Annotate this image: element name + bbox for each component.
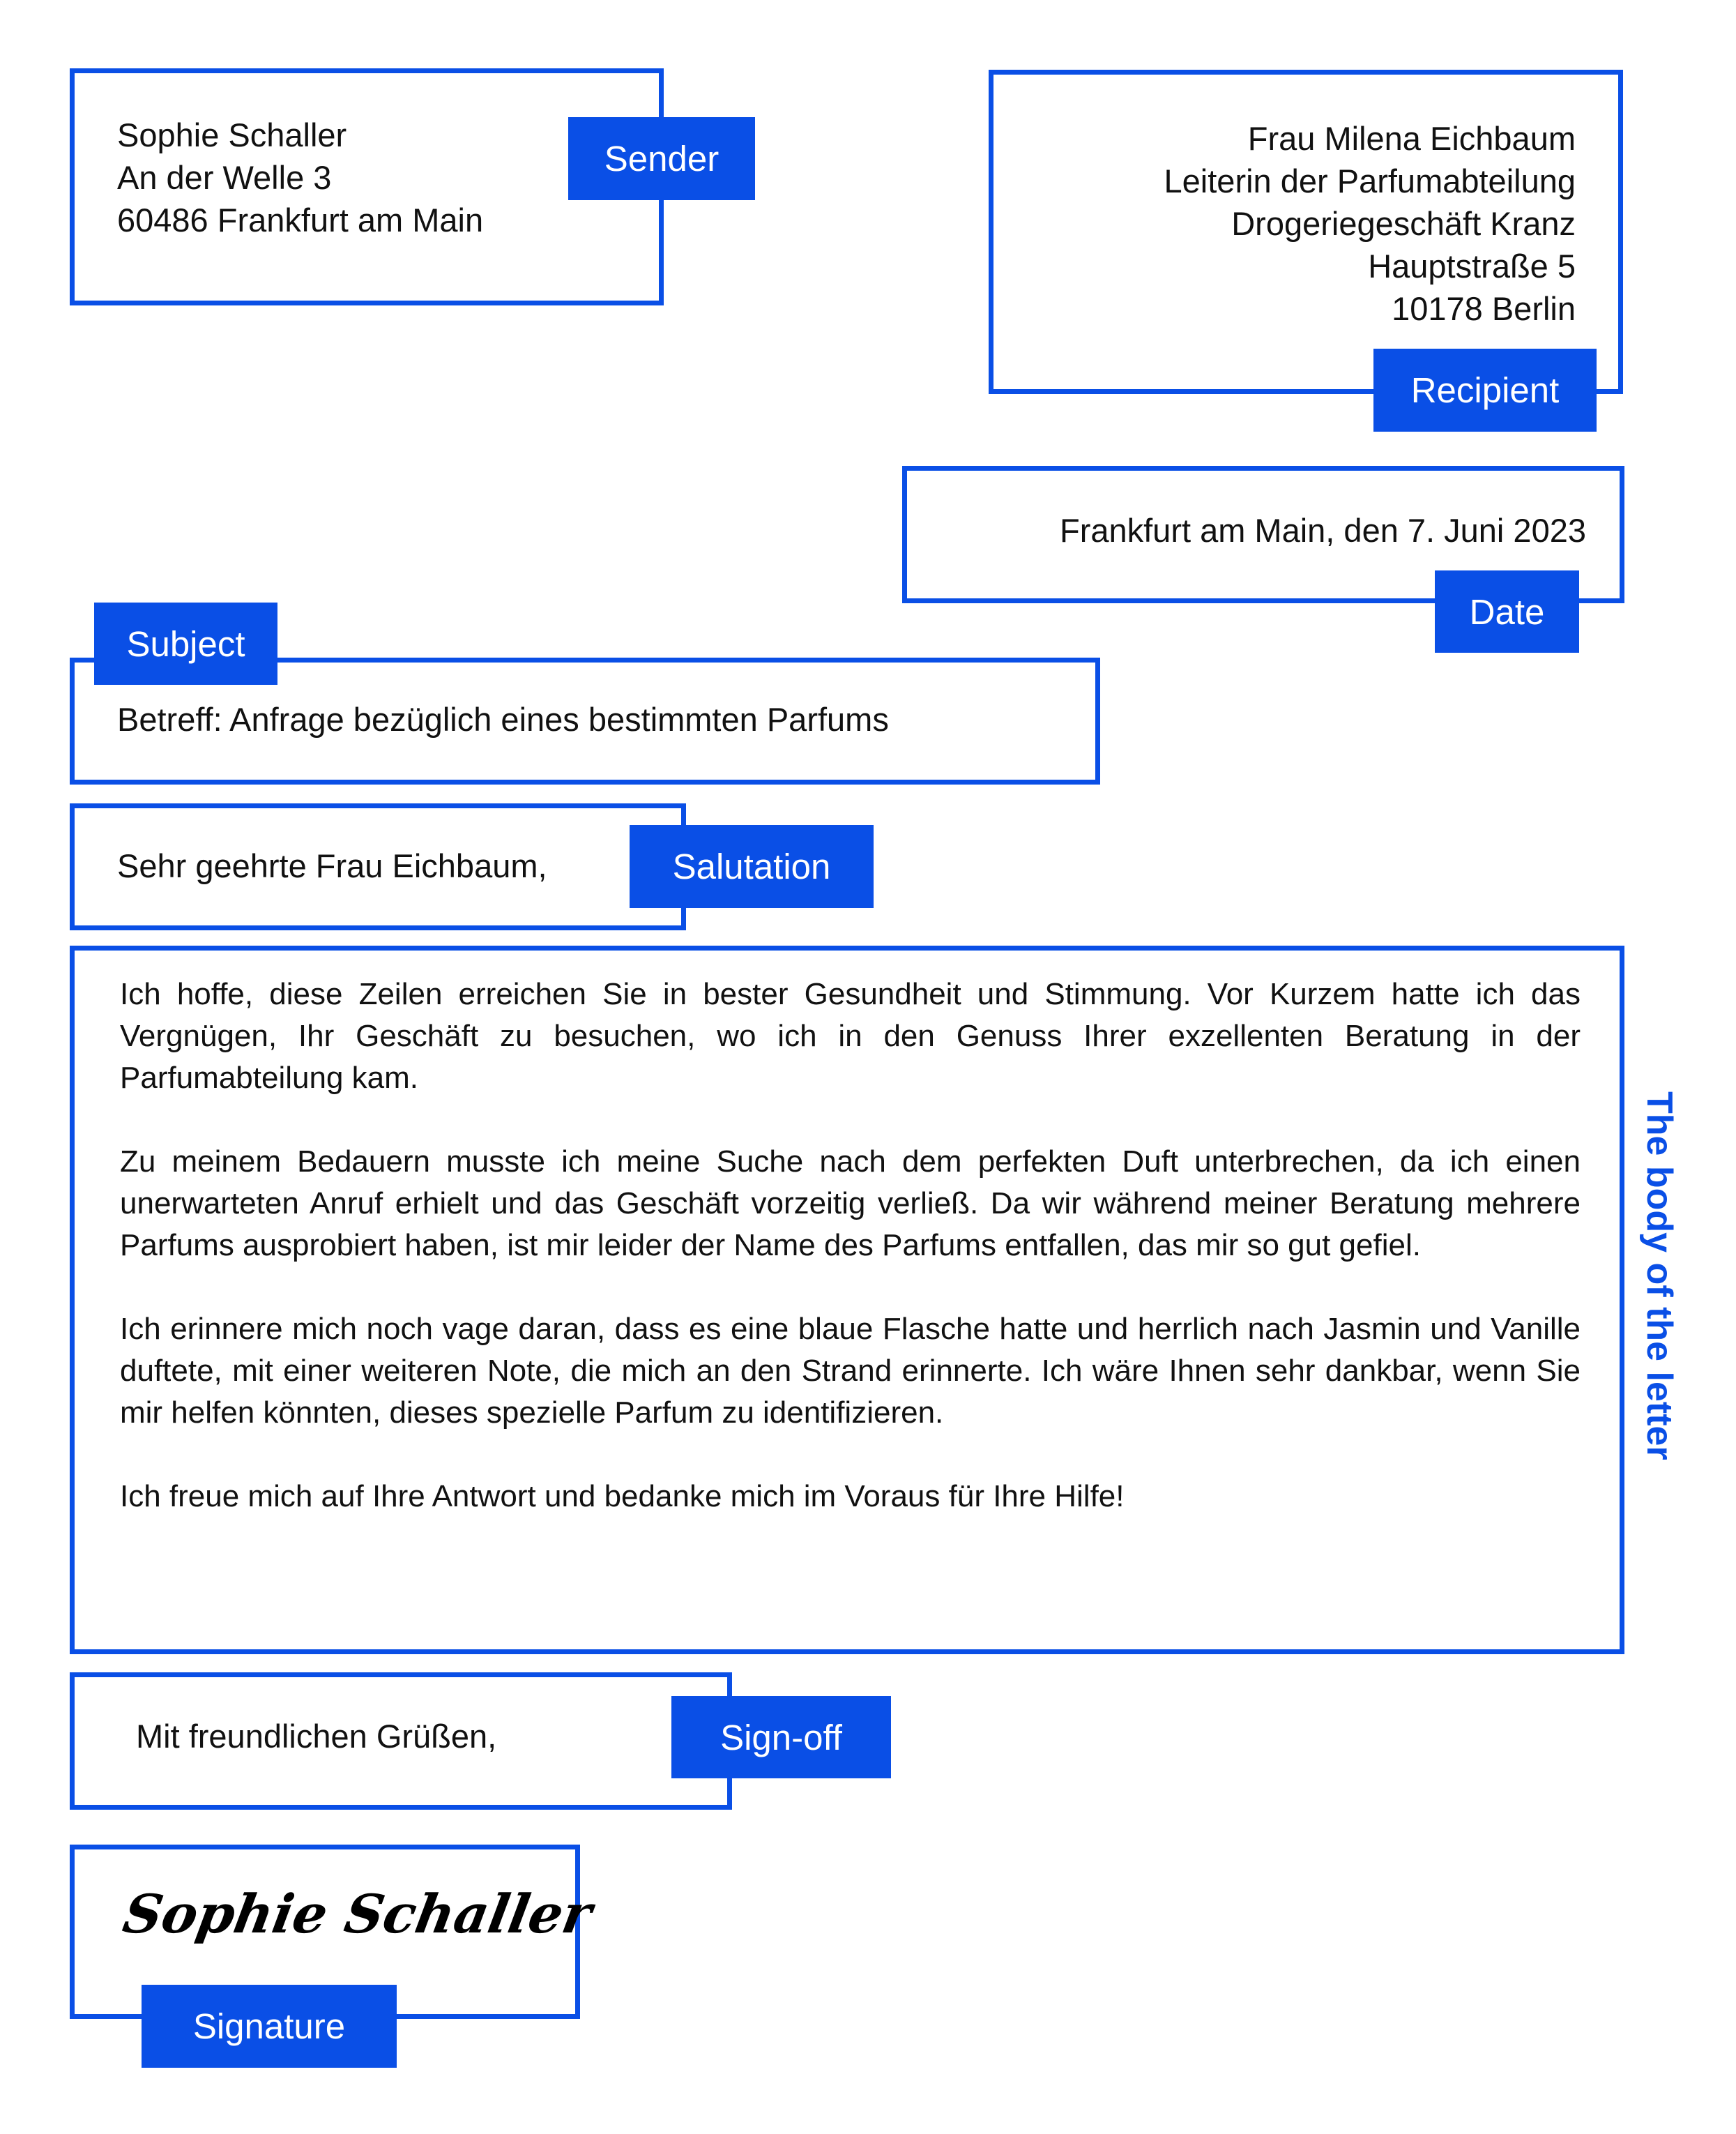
body-paragraph: Ich erinnere mich noch vage daran, dass es eine blaue Flasche hatte und herrlich nach Jasmin und Vanille duftete, mit einer weiteren Note, die mich an den Strand erinnerte. Ich wäre Ihnen sehr dankbar, wenn Sie mir helfen könnten, dieses spezielle Parfum zu identifizieren. — [120, 1312, 1581, 1430]
body-paragraph: Ich hoffe, diese Zeilen erreichen Sie in bester Gesundheit und Stimmung. Vor Kurzem hatte ich das Vergnügen, Ihr Geschäft zu besuchen, wo ich in den Genuss Ihrer exzellenten Beratung in der Parfumabteilung kam. — [120, 977, 1581, 1095]
recipient-city: 10178 Berlin — [1392, 290, 1576, 327]
salutation-text: Sehr geehrte Frau Eichbaum, — [117, 847, 547, 884]
salutation-tag: Salutation — [630, 825, 874, 908]
signature-tag: Signature — [142, 1985, 397, 2068]
date-text: Frankfurt am Main, den 7. Juni 2023 — [1059, 512, 1586, 549]
signoff-text: Mit freundlichen Grüßen, — [136, 1718, 497, 1755]
recipient-company: Drogeriegeschäft Kranz — [1231, 205, 1576, 242]
subject-tag: Subject — [94, 603, 277, 685]
body-label: The body of the letter — [1639, 1091, 1680, 1460]
recipient-name: Frau Milena Eichbaum — [1247, 120, 1576, 157]
sender-street: An der Welle 3 — [117, 159, 332, 196]
recipient-address — [1011, 117, 1576, 330]
sender-city: 60486 Frankfurt am Main — [117, 202, 484, 239]
body-text — [120, 974, 1581, 1518]
sender-name: Sophie Schaller — [117, 116, 347, 153]
sender-address — [117, 114, 483, 241]
sender-tag: Sender — [568, 117, 755, 200]
signoff-tag: Sign-off — [671, 1696, 891, 1778]
body-paragraph: Ich freue mich auf Ihre Antwort und bedanke mich im Voraus für Ihre Hilfe! — [120, 1479, 1125, 1513]
recipient-street: Hauptstraße 5 — [1368, 248, 1576, 285]
date-tag: Date — [1435, 570, 1579, 653]
body-paragraph: Zu meinem Bedauern musste ich meine Suche nach dem perfekten Duft unterbrechen, da ich einen unerwarteten Anruf erhielt und das Geschäft vorzeitig verließ. Da wir während meiner Beratung mehrere Parfums ausprobiert haben, ist mir leider der Name des Parfums entfallen, das mir so gut gefiel. — [120, 1144, 1581, 1262]
recipient-tag: Recipient — [1373, 349, 1597, 432]
subject-text: Betreff: Anfrage bezüglich eines bestimmten Parfums — [117, 701, 889, 738]
recipient-position: Leiterin der Parfumabteilung — [1164, 162, 1576, 199]
signature-script: Sophie Schaller — [119, 1883, 597, 1945]
